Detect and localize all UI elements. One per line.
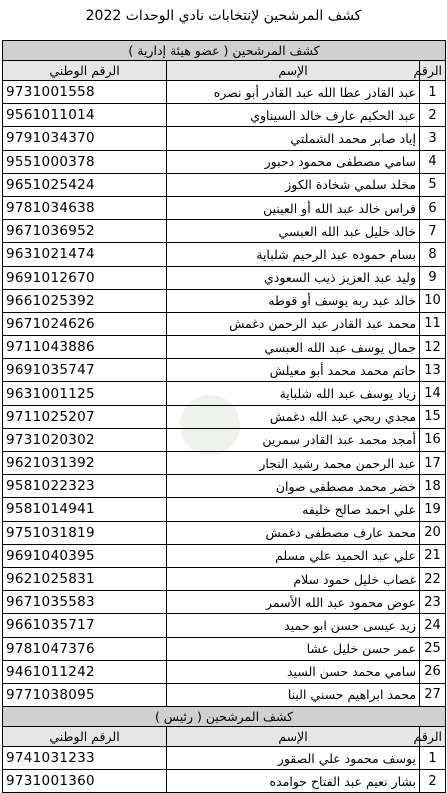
candidate-name: بسام حموده عبد الرحيم شلباية <box>167 243 420 266</box>
row-number: 1 <box>420 747 446 770</box>
row-number: 7 <box>420 220 446 243</box>
national-id: 9551000378 <box>3 150 167 173</box>
candidate-name: عبد الرحمن محمد رشيد النجار <box>167 452 420 475</box>
table-row <box>3 544 446 567</box>
row-number: 15 <box>420 405 446 428</box>
candidate-name: علي عبد الحميد علي مسلم <box>167 544 420 567</box>
row-number: 23 <box>420 591 446 614</box>
page-title: كشف المرشحين لإنتخابات نادي الوحدات 2022 <box>85 8 362 24</box>
candidate-name: مخلد سلمي شخادة الكوز <box>167 173 420 196</box>
row-number: 2 <box>420 104 446 127</box>
national-id: 9671036952 <box>3 220 167 243</box>
table-row <box>3 683 446 706</box>
table-row <box>3 637 446 660</box>
column-header-national-id: الرقم الوطني <box>3 61 167 81</box>
row-number: 26 <box>420 660 446 683</box>
table-row <box>3 405 446 428</box>
row-number: 11 <box>420 312 446 335</box>
national-id: 9671024626 <box>3 312 167 335</box>
row-number: 24 <box>420 614 446 637</box>
row-number: 4 <box>420 150 446 173</box>
national-id: 9771038095 <box>3 683 167 706</box>
national-id: 9711043886 <box>3 336 167 359</box>
national-id: 9631021474 <box>3 243 167 266</box>
row-number: 5 <box>420 173 446 196</box>
table-row <box>3 660 446 683</box>
candidate-name: عمر حسن خليل عشا <box>167 637 420 660</box>
candidate-name: يوسف محمود علي الصقور <box>167 747 420 770</box>
row-number: 17 <box>420 452 446 475</box>
candidate-name: حاتم محمد محمد أبو معيلش <box>167 359 420 382</box>
row-number: 6 <box>420 196 446 219</box>
row-number: 13 <box>420 359 446 382</box>
candidate-name: زياد يوسف عبد الله شلباية <box>167 382 420 405</box>
national-id: 9461011242 <box>3 660 167 683</box>
table-row <box>3 127 446 150</box>
national-id: 9691012670 <box>3 266 167 289</box>
table-row <box>3 614 446 637</box>
row-number: 14 <box>420 382 446 405</box>
national-id: 9781034638 <box>3 196 167 219</box>
national-id: 9691035747 <box>3 359 167 382</box>
candidate-name: محمد عبد القادر عبد الرحمن دغمش <box>167 312 420 335</box>
national-id: 9791034370 <box>3 127 167 150</box>
candidate-name: أمجد محمد عبد القادر سمرين <box>167 428 420 451</box>
national-id: 9691040395 <box>3 544 167 567</box>
table-row <box>3 336 446 359</box>
row-number: 22 <box>420 567 446 590</box>
row-number: 10 <box>420 289 446 312</box>
column-header-national-id: الرقم الوطني <box>3 727 167 747</box>
table-row <box>3 312 446 335</box>
column-header-name: الإسم <box>167 727 420 747</box>
table-row <box>3 521 446 544</box>
candidate-name: عبد القادر عطا الله عبد القادر أبو نصره <box>167 81 420 104</box>
national-id: 9781047376 <box>3 637 167 660</box>
row-number: 19 <box>420 498 446 521</box>
row-number: 1 <box>420 81 446 104</box>
table-row <box>3 747 446 770</box>
table-row <box>3 173 446 196</box>
national-id: 9631001125 <box>3 382 167 405</box>
table-row <box>3 452 446 475</box>
candidate-name: غصاب خليل حمود سلام <box>167 567 420 590</box>
table-row <box>3 289 446 312</box>
table-caption: كشف المرشحين ( رئيس ) <box>3 707 446 727</box>
national-id: 9561011014 <box>3 104 167 127</box>
candidate-name: سامي مصطفى محمود دحبور <box>167 150 420 173</box>
table-row <box>3 475 446 498</box>
candidate-name: إياد صابر محمد الشملتي <box>167 127 420 150</box>
table-row <box>3 770 446 793</box>
table-row <box>3 104 446 127</box>
column-header-number: الرقم <box>420 727 446 747</box>
candidate-name: عوض محمود عبد الله الأسمر <box>167 591 420 614</box>
national-id: 9621025831 <box>3 567 167 590</box>
table-caption: كشف المرشحين ( عضو هيئة إدارية ) <box>3 41 446 61</box>
candidate-name: خضر محمد مصطفى صوان <box>167 475 420 498</box>
candidate-name: بشار نعيم عبد الفتاح حوامده <box>167 770 420 793</box>
national-id: 9581022323 <box>3 475 167 498</box>
table-row <box>3 266 446 289</box>
row-number: 3 <box>420 127 446 150</box>
row-number: 2 <box>420 770 446 793</box>
row-number: 21 <box>420 544 446 567</box>
row-number: 18 <box>420 475 446 498</box>
candidate-name: عبد الحكيم عارف خالد السيناوي <box>167 104 420 127</box>
national-id: 9731001360 <box>3 770 167 793</box>
row-number: 20 <box>420 521 446 544</box>
table-row <box>3 220 446 243</box>
national-id: 9621031392 <box>3 452 167 475</box>
candidates-board-table <box>2 40 446 707</box>
table-row <box>3 196 446 219</box>
national-id: 9671035583 <box>3 591 167 614</box>
row-number: 9 <box>420 266 446 289</box>
national-id: 9651025424 <box>3 173 167 196</box>
column-header-number: الرقم <box>420 61 446 81</box>
national-id: 9711025207 <box>3 405 167 428</box>
table-row <box>3 428 446 451</box>
row-number: 25 <box>420 637 446 660</box>
candidate-name: فراس خالد عبد الله أو العينين <box>167 196 420 219</box>
candidate-name: زيد عيسى حسن ابو حميد <box>167 614 420 637</box>
table-row <box>3 498 446 521</box>
candidates-president-table <box>2 706 446 793</box>
row-number: 12 <box>420 336 446 359</box>
candidate-name: سامي محمد حسن السيد <box>167 660 420 683</box>
table-row <box>3 150 446 173</box>
table-row <box>3 567 446 590</box>
column-header-name: الإسم <box>167 61 420 81</box>
national-id: 9731020302 <box>3 428 167 451</box>
table-row <box>3 591 446 614</box>
national-id: 9731001558 <box>3 81 167 104</box>
candidate-name: علي احمد صالح خليفه <box>167 498 420 521</box>
candidate-name: جمال يوسف عبد الله العبسي <box>167 336 420 359</box>
candidate-name: وليد عبد العزيز ذيب السعودي <box>167 266 420 289</box>
table-row <box>3 359 446 382</box>
national-id: 9741031233 <box>3 747 167 770</box>
national-id: 9661025392 <box>3 289 167 312</box>
candidate-name: خالد خليل عبد الله العبسي <box>167 220 420 243</box>
candidate-name: محمد عارف مصطفى دغمش <box>167 521 420 544</box>
table-row <box>3 81 446 104</box>
table-row <box>3 382 446 405</box>
row-number: 8 <box>420 243 446 266</box>
national-id: 9661035717 <box>3 614 167 637</box>
national-id: 9581014941 <box>3 498 167 521</box>
candidate-name: خالد عبد ربه يوسف أو قوطه <box>167 289 420 312</box>
row-number: 27 <box>420 683 446 706</box>
candidate-name: مجدي ربحي عبد الله دغمش <box>167 405 420 428</box>
candidate-name: محمد ابراهيم حسني البنا <box>167 683 420 706</box>
national-id: 9751031819 <box>3 521 167 544</box>
table-row <box>3 243 446 266</box>
row-number: 16 <box>420 428 446 451</box>
